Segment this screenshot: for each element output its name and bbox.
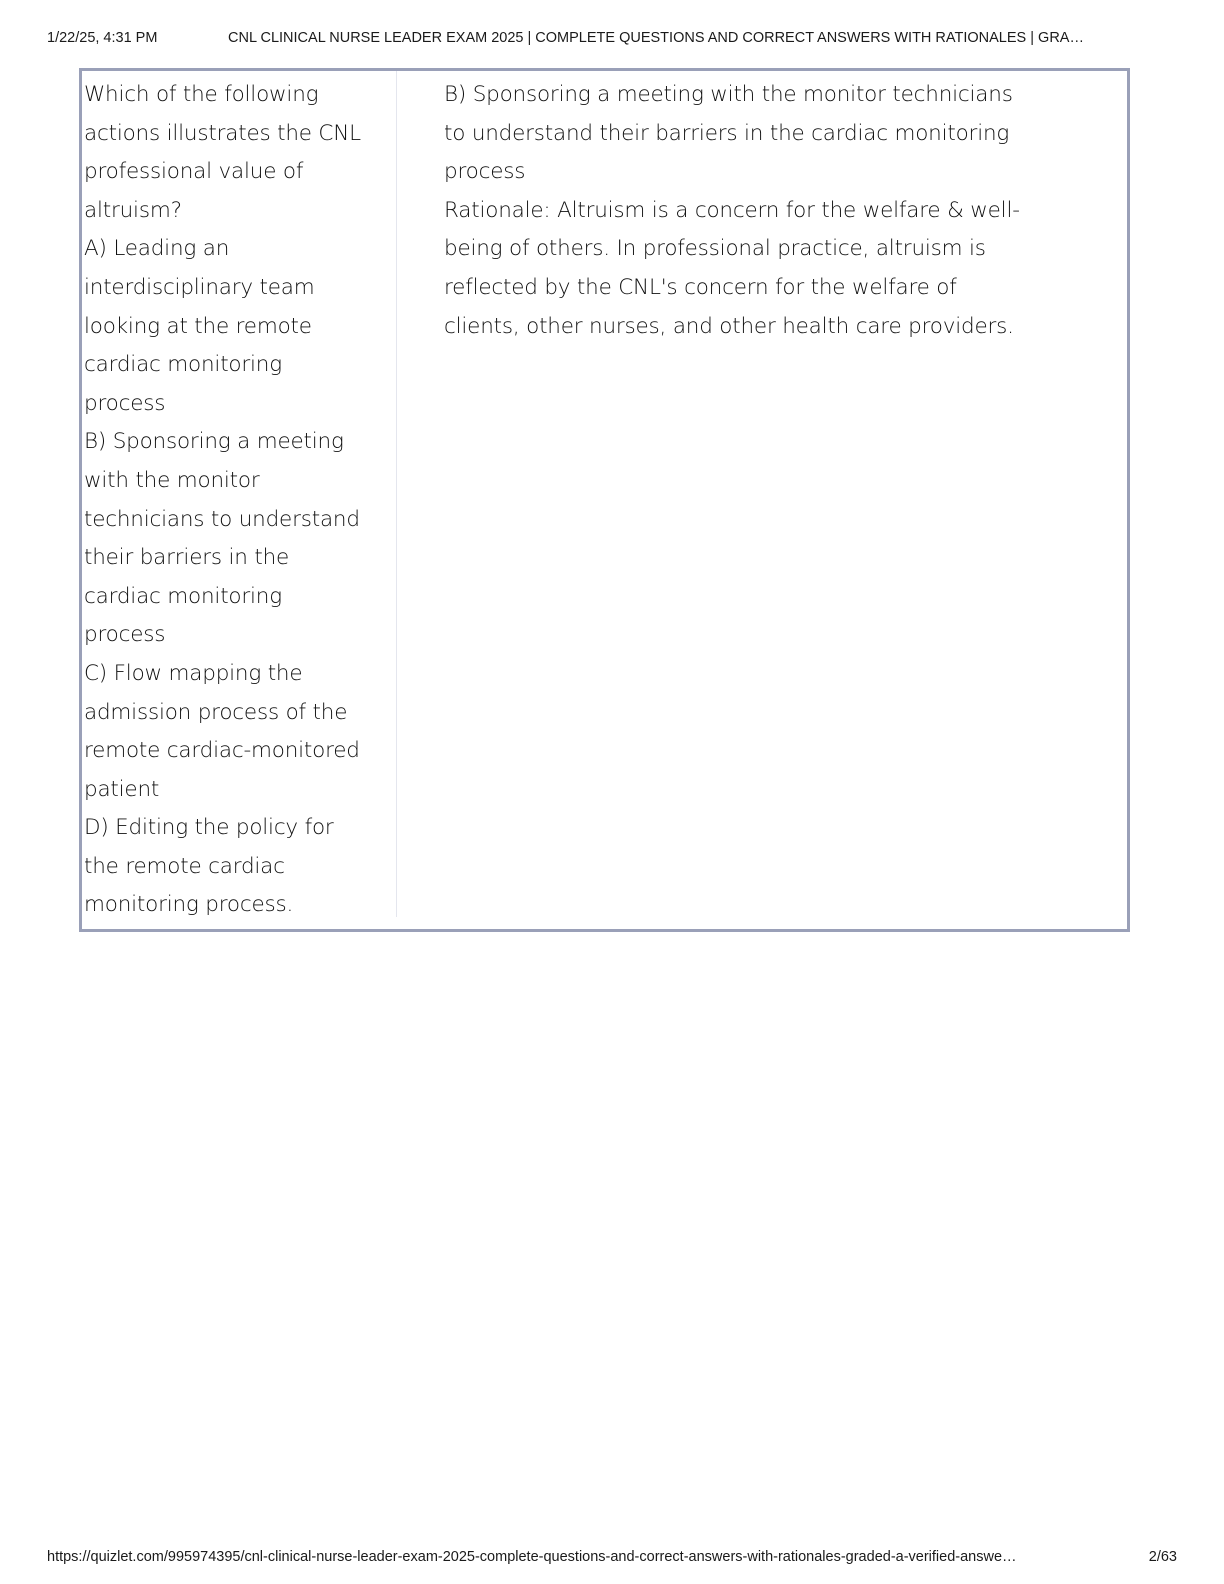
- definition-line: being of others. In professional practice, altruism is: [444, 236, 986, 262]
- term-text: [84, 76, 396, 925]
- term-line: process: [84, 390, 166, 416]
- term-line: cardiac monitoring: [84, 583, 282, 609]
- definition-line: clients, other nurses, and other health care providers.: [444, 313, 1014, 339]
- term-line: monitoring process.: [84, 892, 294, 918]
- page-url: https://quizlet.com/995974395/cnl-clinical-nurse-leader-exam-2025-complete-questions-and-correct-answers-with-rationales-graded-a-verified-answe…: [47, 1549, 1017, 1565]
- term-line: cardiac monitoring: [84, 352, 282, 378]
- term-line: B) Sponsoring a meeting: [84, 429, 344, 455]
- term-line: interdisciplinary team: [84, 274, 315, 300]
- flashcard-definition: [444, 71, 1064, 346]
- term-line: admission process of the: [84, 699, 348, 725]
- term-line: Which of the following: [84, 82, 319, 107]
- page-number: 2/63: [1148, 1549, 1177, 1565]
- document-title: CNL CLINICAL NURSE LEADER EXAM 2025 | COMPLETE QUESTIONS AND CORRECT ANSWERS WITH RATIONALES | GRA…: [228, 30, 1084, 46]
- definition-line: to understand their barriers in the cardiac monitoring: [444, 120, 1010, 146]
- definition-line: reflected by the CNL's concern for the welfare of: [444, 274, 957, 300]
- definition-text: [444, 76, 1064, 346]
- term-line: looking at the remote: [84, 313, 312, 339]
- term-line: the remote cardiac: [84, 853, 285, 879]
- term-line: technicians to understand: [84, 506, 360, 532]
- definition-line: process: [444, 159, 526, 185]
- definition-line: Rationale: Altruism is a concern for the welfare & well-: [444, 197, 1020, 223]
- flashcard-term: [82, 71, 397, 917]
- term-line: professional value of: [84, 159, 304, 185]
- term-line: process: [84, 622, 166, 648]
- term-line: D) Editing the policy for: [84, 815, 334, 841]
- print-header: [47, 30, 1177, 50]
- definition-line: B) Sponsoring a meeting with the monitor technicians: [444, 82, 1013, 107]
- print-footer: [47, 1549, 1177, 1569]
- term-line: patient: [84, 776, 160, 802]
- term-line: C) Flow mapping the: [84, 660, 303, 686]
- term-line: their barriers in the: [84, 545, 290, 571]
- term-line: with the monitor: [84, 467, 260, 493]
- term-line: altruism?: [84, 197, 182, 223]
- flashcard: [79, 68, 1130, 932]
- print-timestamp: 1/22/25, 4:31 PM: [47, 30, 158, 46]
- term-line: A) Leading an: [84, 236, 230, 262]
- term-line: remote cardiac-monitored: [84, 738, 360, 764]
- term-line: actions illustrates the CNL: [84, 120, 361, 146]
